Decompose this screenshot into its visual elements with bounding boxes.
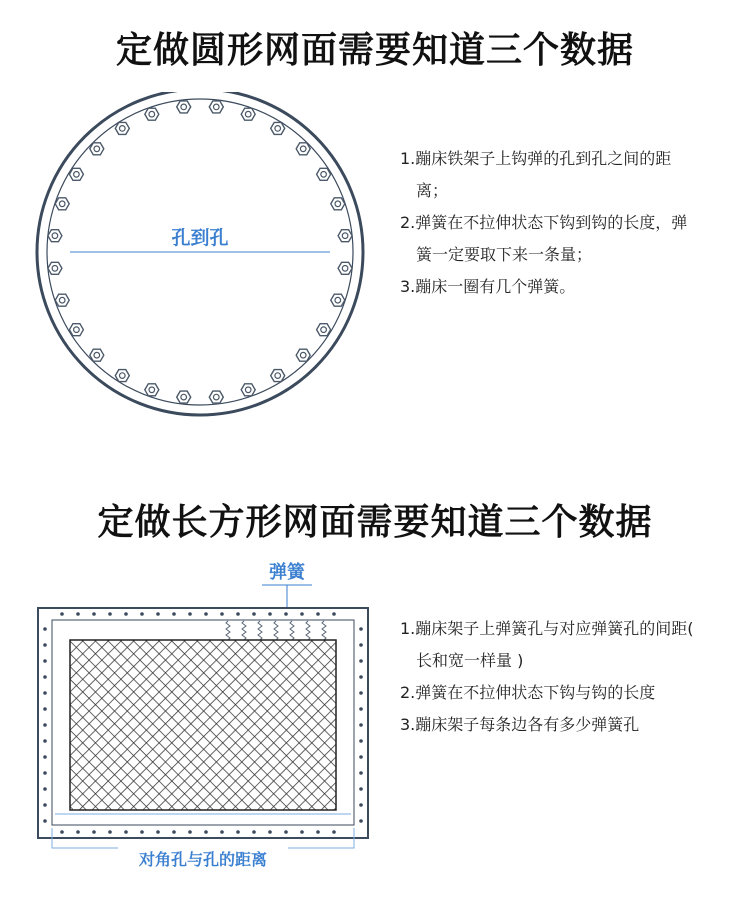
rect-requirement-item: 2.弹簧在不拉伸状态下钩与钩的长度 (400, 683, 656, 702)
frame-hole (92, 830, 96, 834)
hex-nut-icon (55, 294, 69, 306)
frame-hole (252, 830, 256, 834)
frame-hole (43, 643, 47, 647)
round-trampoline-diagram (0, 92, 400, 442)
frame-hole (332, 612, 336, 616)
frame-hole (43, 787, 47, 791)
frame-hole (359, 643, 363, 647)
hex-nut-icon (69, 168, 83, 180)
hex-nut-icon (177, 391, 191, 403)
frame-hole (188, 830, 192, 834)
frame-hole (204, 612, 208, 616)
spring-label: 弹簧 (269, 562, 305, 583)
rect-requirements-list (400, 613, 700, 741)
round-requirement-item: 1.蹦床铁架子上钩弹的孔到孔之间的距离； (400, 149, 672, 200)
hex-nut-icon (115, 122, 129, 134)
hex-nut-icon (145, 384, 159, 396)
frame-hole (43, 819, 47, 823)
hex-nut-icon (271, 122, 285, 134)
hex-nut-icon (209, 391, 223, 403)
frame-hole (43, 691, 47, 695)
frame-hole (92, 612, 96, 616)
frame-hole (124, 830, 128, 834)
frame-hole (43, 675, 47, 679)
corner-distance-label: 对角孔与孔的距离 (138, 850, 268, 869)
frame-hole (359, 771, 363, 775)
hex-nut-icon (317, 324, 331, 336)
frame-hole (204, 830, 208, 834)
frame-hole (359, 819, 363, 823)
frame-hole (268, 612, 272, 616)
frame-hole (43, 755, 47, 759)
frame-hole (60, 612, 64, 616)
hex-nut-icon (331, 294, 345, 306)
hex-nut-icon (338, 262, 352, 274)
frame-hole (172, 612, 176, 616)
round-requirement-item: 3.蹦床一圈有几个弹簧。 (400, 277, 576, 296)
frame-hole (140, 830, 144, 834)
round-requirements-list (400, 143, 700, 303)
frame-hole (108, 830, 112, 834)
frame-hole (43, 803, 47, 807)
frame-hole (236, 830, 240, 834)
frame-hole (108, 612, 112, 616)
round-section-title: 定做圆形网面需要知道三个数据 (115, 30, 634, 71)
frame-hole (359, 739, 363, 743)
frame-hole (43, 659, 47, 663)
frame-hole (359, 787, 363, 791)
hex-nut-icon (90, 143, 104, 155)
frame-hole (316, 612, 320, 616)
frame-hole (268, 830, 272, 834)
frame-hole (359, 803, 363, 807)
hole-to-hole-label: 孔到孔 (171, 227, 229, 249)
frame-hole (284, 612, 288, 616)
frame-hole (43, 771, 47, 775)
frame-hole (140, 612, 144, 616)
frame-hole (76, 612, 80, 616)
rect-section-title: 定做长方形网面需要知道三个数据 (97, 502, 653, 543)
frame-hole (156, 830, 160, 834)
jumping-mat-net (70, 640, 336, 810)
hex-nut-icon (55, 198, 69, 210)
hex-nut-icon (115, 370, 129, 382)
frame-hole (60, 830, 64, 834)
rect-requirement-item: 1.蹦床架子上弹簧孔与对应弹簧孔的间距( 长和宽一样量 ) (400, 619, 694, 670)
hex-nut-icon (271, 370, 285, 382)
frame-hole (220, 830, 224, 834)
frame-hole (220, 612, 224, 616)
rect-trampoline-diagram (0, 545, 400, 875)
frame-hole (156, 612, 160, 616)
frame-hole (172, 830, 176, 834)
frame-hole (124, 612, 128, 616)
hex-nut-icon (296, 349, 310, 361)
hex-nut-icon (48, 262, 62, 274)
frame-hole (300, 612, 304, 616)
hex-nut-icon (241, 384, 255, 396)
hex-nut-icon (69, 324, 83, 336)
frame-hole (332, 830, 336, 834)
frame-hole (43, 723, 47, 727)
hex-nut-icon (331, 198, 345, 210)
hex-nut-icon (48, 230, 62, 242)
frame-hole (252, 612, 256, 616)
rect-requirement-item: 3.蹦床架子每条边各有多少弹簧孔 (400, 715, 640, 734)
frame-hole (76, 830, 80, 834)
frame-hole (359, 627, 363, 631)
hex-nut-icon (145, 108, 159, 120)
hex-nut-icon (177, 101, 191, 113)
frame-hole (284, 830, 288, 834)
frame-hole (316, 830, 320, 834)
frame-hole (359, 723, 363, 727)
frame-hole (43, 627, 47, 631)
round-requirement-item: 2.弹簧在不拉伸状态下钩到钩的长度，弹簧一定要取下来一条量； (400, 213, 688, 264)
frame-hole (359, 755, 363, 759)
hex-nut-icon (338, 230, 352, 242)
frame-hole (300, 830, 304, 834)
frame-hole (359, 659, 363, 663)
frame-hole (43, 739, 47, 743)
frame-hole (359, 691, 363, 695)
frame-hole (43, 707, 47, 711)
frame-hole (359, 707, 363, 711)
frame-hole (236, 612, 240, 616)
frame-hole (359, 675, 363, 679)
hex-nut-icon (296, 143, 310, 155)
hex-nut-icon (209, 101, 223, 113)
frame-hole (188, 612, 192, 616)
hex-nut-icon (90, 349, 104, 361)
hex-nut-icon (317, 168, 331, 180)
hex-nut-icon (241, 108, 255, 120)
